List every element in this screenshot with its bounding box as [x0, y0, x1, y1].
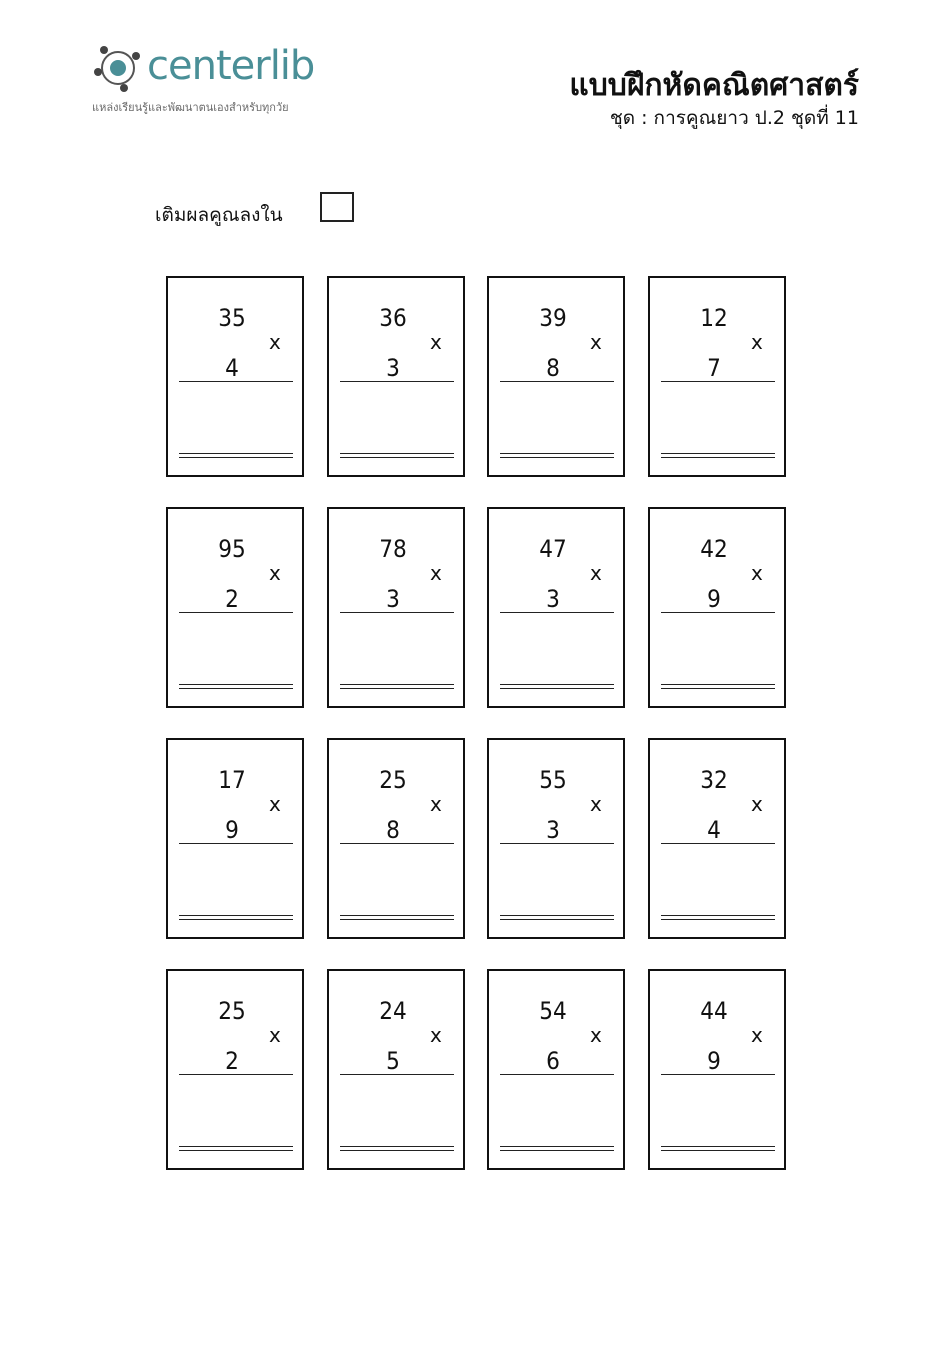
problem-card	[327, 738, 465, 939]
multiply-sign: x	[430, 330, 442, 354]
operation-line	[179, 612, 293, 613]
multiply-sign: x	[430, 1023, 442, 1047]
problem-card	[648, 738, 786, 939]
multiplier: 9	[225, 816, 239, 844]
answer-double-line	[340, 684, 454, 689]
multiply-sign: x	[590, 330, 602, 354]
answer-double-line	[179, 684, 293, 689]
centerlib-molecule-icon	[92, 42, 144, 94]
operation-line	[661, 612, 775, 613]
problem-card	[487, 969, 625, 1170]
multiplicand: 95	[218, 535, 246, 563]
problem-card	[648, 969, 786, 1170]
operation-line	[500, 612, 614, 613]
answer-double-line	[179, 1146, 293, 1151]
problem-card	[327, 969, 465, 1170]
operation-line	[661, 843, 775, 844]
answer-box-example	[320, 192, 354, 222]
multiplier: 3	[546, 585, 560, 613]
problem-card	[487, 507, 625, 708]
multiplicand: 32	[700, 766, 728, 794]
problem-card	[166, 969, 304, 1170]
answer-double-line	[179, 453, 293, 458]
operation-line	[500, 1074, 614, 1075]
multiplier: 6	[546, 1047, 560, 1075]
operation-line	[340, 1074, 454, 1075]
problem-card	[327, 507, 465, 708]
operation-line	[661, 1074, 775, 1075]
operation-line	[661, 381, 775, 382]
multiplier: 7	[707, 354, 721, 382]
centerlib-logo	[92, 40, 352, 120]
multiply-sign: x	[751, 1023, 763, 1047]
answer-double-line	[661, 453, 775, 458]
logo-tagline: แหล่งเรียนรู้และพัฒนาตนเองสำหรับทุกวัย	[92, 101, 289, 114]
operation-line	[179, 381, 293, 382]
problem-card	[487, 738, 625, 939]
answer-double-line	[500, 453, 614, 458]
logo-wordmark: centerlib	[147, 43, 315, 89]
answer-double-line	[340, 1146, 454, 1151]
multiplicand: 39	[539, 304, 567, 332]
multiplicand: 55	[539, 766, 567, 794]
multiplicand: 47	[539, 535, 567, 563]
answer-double-line	[340, 453, 454, 458]
multiplier: 9	[707, 1047, 721, 1075]
multiply-sign: x	[269, 1023, 281, 1047]
operation-line	[500, 381, 614, 382]
multiply-sign: x	[269, 561, 281, 585]
multiply-sign: x	[590, 561, 602, 585]
operation-line	[500, 843, 614, 844]
page-subtitle: ชุด : การคูณยาว ป.2 ชุดที่ 11	[609, 107, 859, 129]
multiplicand: 44	[700, 997, 728, 1025]
instruction-text: เติมผลคูณลงใน	[155, 204, 283, 226]
multiplicand: 12	[700, 304, 728, 332]
multiplier: 3	[546, 816, 560, 844]
problem-grid	[166, 276, 786, 1171]
multiplier: 4	[707, 816, 721, 844]
multiplicand: 42	[700, 535, 728, 563]
multiplier: 2	[225, 1047, 239, 1075]
multiply-sign: x	[430, 561, 442, 585]
multiply-sign: x	[590, 792, 602, 816]
multiplier: 3	[386, 354, 400, 382]
multiply-sign: x	[751, 792, 763, 816]
multiplier: 9	[707, 585, 721, 613]
problem-card	[166, 276, 304, 477]
problem-card	[166, 738, 304, 939]
multiply-sign: x	[269, 792, 281, 816]
operation-line	[340, 612, 454, 613]
answer-double-line	[340, 915, 454, 920]
multiplier: 4	[225, 354, 239, 382]
multiplier: 5	[386, 1047, 400, 1075]
operation-line	[340, 843, 454, 844]
multiply-sign: x	[269, 330, 281, 354]
page-title: แบบฝึกหัดคณิตศาสตร์	[569, 68, 859, 103]
multiplier: 2	[225, 585, 239, 613]
answer-double-line	[661, 1146, 775, 1151]
problem-card	[327, 276, 465, 477]
answer-double-line	[661, 915, 775, 920]
multiply-sign: x	[590, 1023, 602, 1047]
answer-double-line	[179, 915, 293, 920]
operation-line	[179, 1074, 293, 1075]
multiplier: 8	[386, 816, 400, 844]
multiplier: 3	[386, 585, 400, 613]
multiplicand: 25	[379, 766, 407, 794]
problem-card	[648, 507, 786, 708]
multiplicand: 24	[379, 997, 407, 1025]
problem-card	[166, 507, 304, 708]
multiplicand: 36	[379, 304, 407, 332]
multiply-sign: x	[751, 561, 763, 585]
multiply-sign: x	[751, 330, 763, 354]
operation-line	[340, 381, 454, 382]
multiplicand: 54	[539, 997, 567, 1025]
answer-double-line	[500, 684, 614, 689]
problem-card	[648, 276, 786, 477]
multiplicand: 17	[218, 766, 246, 794]
multiplier: 8	[546, 354, 560, 382]
operation-line	[179, 843, 293, 844]
answer-double-line	[500, 1146, 614, 1151]
problem-card	[487, 276, 625, 477]
multiply-sign: x	[430, 792, 442, 816]
answer-double-line	[500, 915, 614, 920]
multiplicand: 35	[218, 304, 246, 332]
answer-double-line	[661, 684, 775, 689]
multiplicand: 78	[379, 535, 407, 563]
multiplicand: 25	[218, 997, 246, 1025]
